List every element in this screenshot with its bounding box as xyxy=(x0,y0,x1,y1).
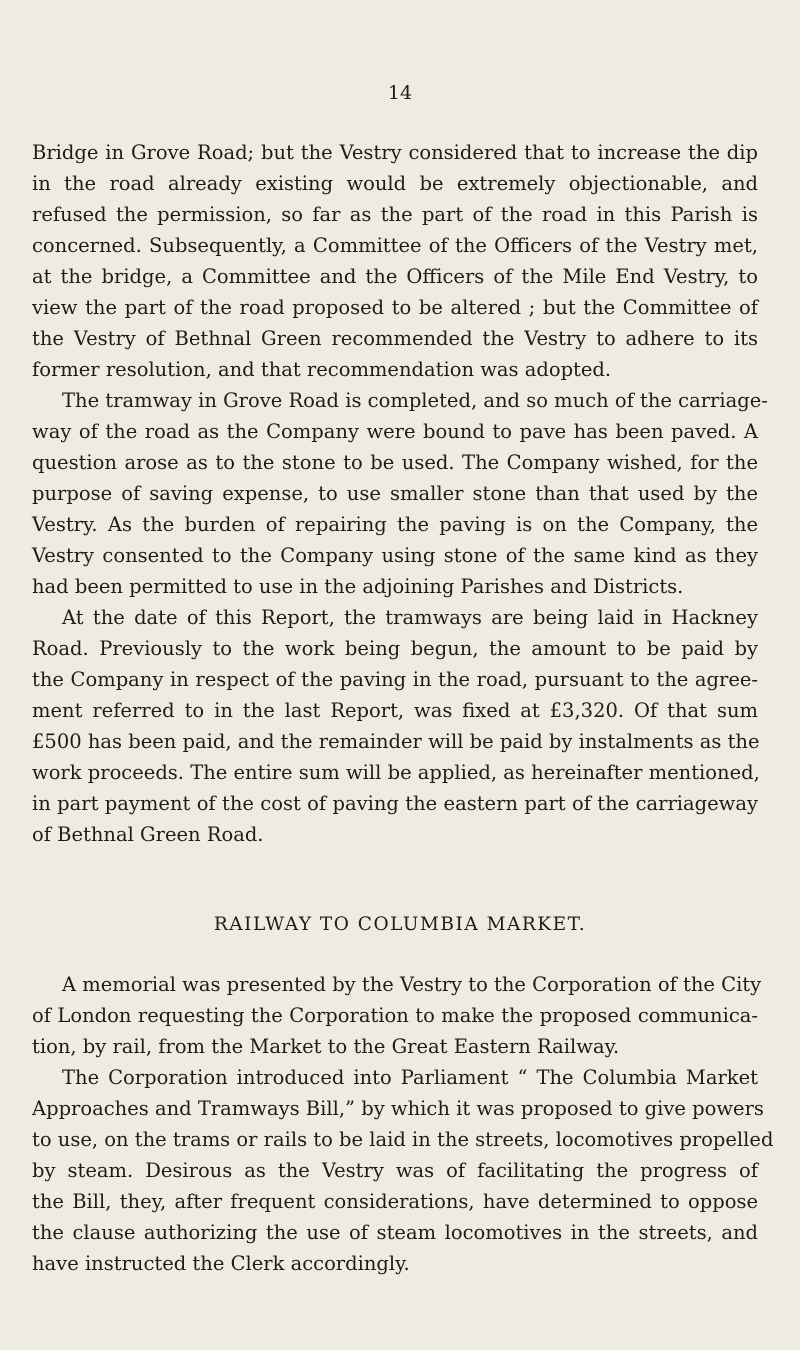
text-line: way of the road as the Company were bound to pave has been paved. A xyxy=(32,420,758,443)
text-line: ment referred to in the last Report, was fixed at £3,320. Of that sum xyxy=(32,699,758,722)
text-line: concerned. Subsequently, a Committee of the Officers of the Vestry met, xyxy=(32,234,758,257)
text-line: The Corporation introduced into Parliament “ The Columbia Market xyxy=(62,1066,758,1089)
text-line: in part payment of the cost of paving the eastern part of the carriageway xyxy=(32,792,758,815)
text-line: at the bridge, a Committee and the Officers of the Mile End Vestry, to xyxy=(32,265,758,288)
text-line: the Bill, they, after frequent considerations, have determined to oppose xyxy=(32,1190,758,1213)
page-number: 14 xyxy=(387,82,413,104)
text-line: the Vestry of Bethnal Green recommended the Vestry to adhere to its xyxy=(32,327,758,350)
text-line: Bridge in Grove Road; but the Vestry considered that to increase the dip xyxy=(32,141,758,164)
text-line: had been permitted to use in the adjoining Parishes and Districts. xyxy=(32,575,684,598)
text-line: of London requesting the Corporation to make the proposed communica- xyxy=(32,1004,758,1027)
text-line: the Company in respect of the paving in the road, pursuant to the agree- xyxy=(32,668,758,691)
text-line: question arose as to the stone to be used. The Company wished, for the xyxy=(32,451,758,474)
text-line: A memorial was presented by the Vestry to the Corporation of the City xyxy=(62,973,762,996)
text-line: Vestry. As the burden of repairing the paving is on the Company, the xyxy=(32,513,758,536)
text-line: the clause authorizing the use of steam locomotives in the streets, and xyxy=(32,1221,758,1244)
section-heading: RAILWAY TO COLUMBIA MARKET. xyxy=(213,914,587,935)
text-line: to use, on the trams or rails to be laid in the streets, locomotives propelled xyxy=(32,1128,774,1151)
text-line: by steam. Desirous as the Vestry was of facilitating the progress of xyxy=(32,1159,758,1182)
text-line: purpose of saving expense, to use smaller stone than that used by the xyxy=(32,482,758,505)
text-line: of Bethnal Green Road. xyxy=(32,823,264,846)
text-line: Road. Previously to the work being begun, the amount to be paid by xyxy=(32,637,758,660)
text-line: refused the permission, so far as the part of the road in this Parish is xyxy=(32,203,758,226)
text-line: Vestry consented to the Company using stone of the same kind as they xyxy=(32,544,758,567)
text-line: view the part of the road proposed to be altered ; but the Committee of xyxy=(32,296,758,319)
text-line: £500 has been paid, and the remainder will be paid by instalments as the xyxy=(32,730,760,753)
text-line: work proceeds. The entire sum will be applied, as hereinafter mentioned, xyxy=(32,761,760,784)
text-line: Approaches and Tramways Bill,” by which it was proposed to give powers xyxy=(32,1097,764,1120)
text-line: in the road already existing would be extremely objectionable, and xyxy=(32,172,758,195)
text-line: The tramway in Grove Road is completed, and so much of the carriage- xyxy=(62,389,768,412)
text-line: tion, by rail, from the Market to the Great Eastern Railway. xyxy=(32,1035,620,1058)
text-line: At the date of this Report, the tramways are being laid in Hackney xyxy=(62,606,758,629)
text-line: former resolution, and that recommendation was adopted. xyxy=(32,358,612,381)
text-line: have instructed the Clerk accordingly. xyxy=(32,1252,410,1275)
